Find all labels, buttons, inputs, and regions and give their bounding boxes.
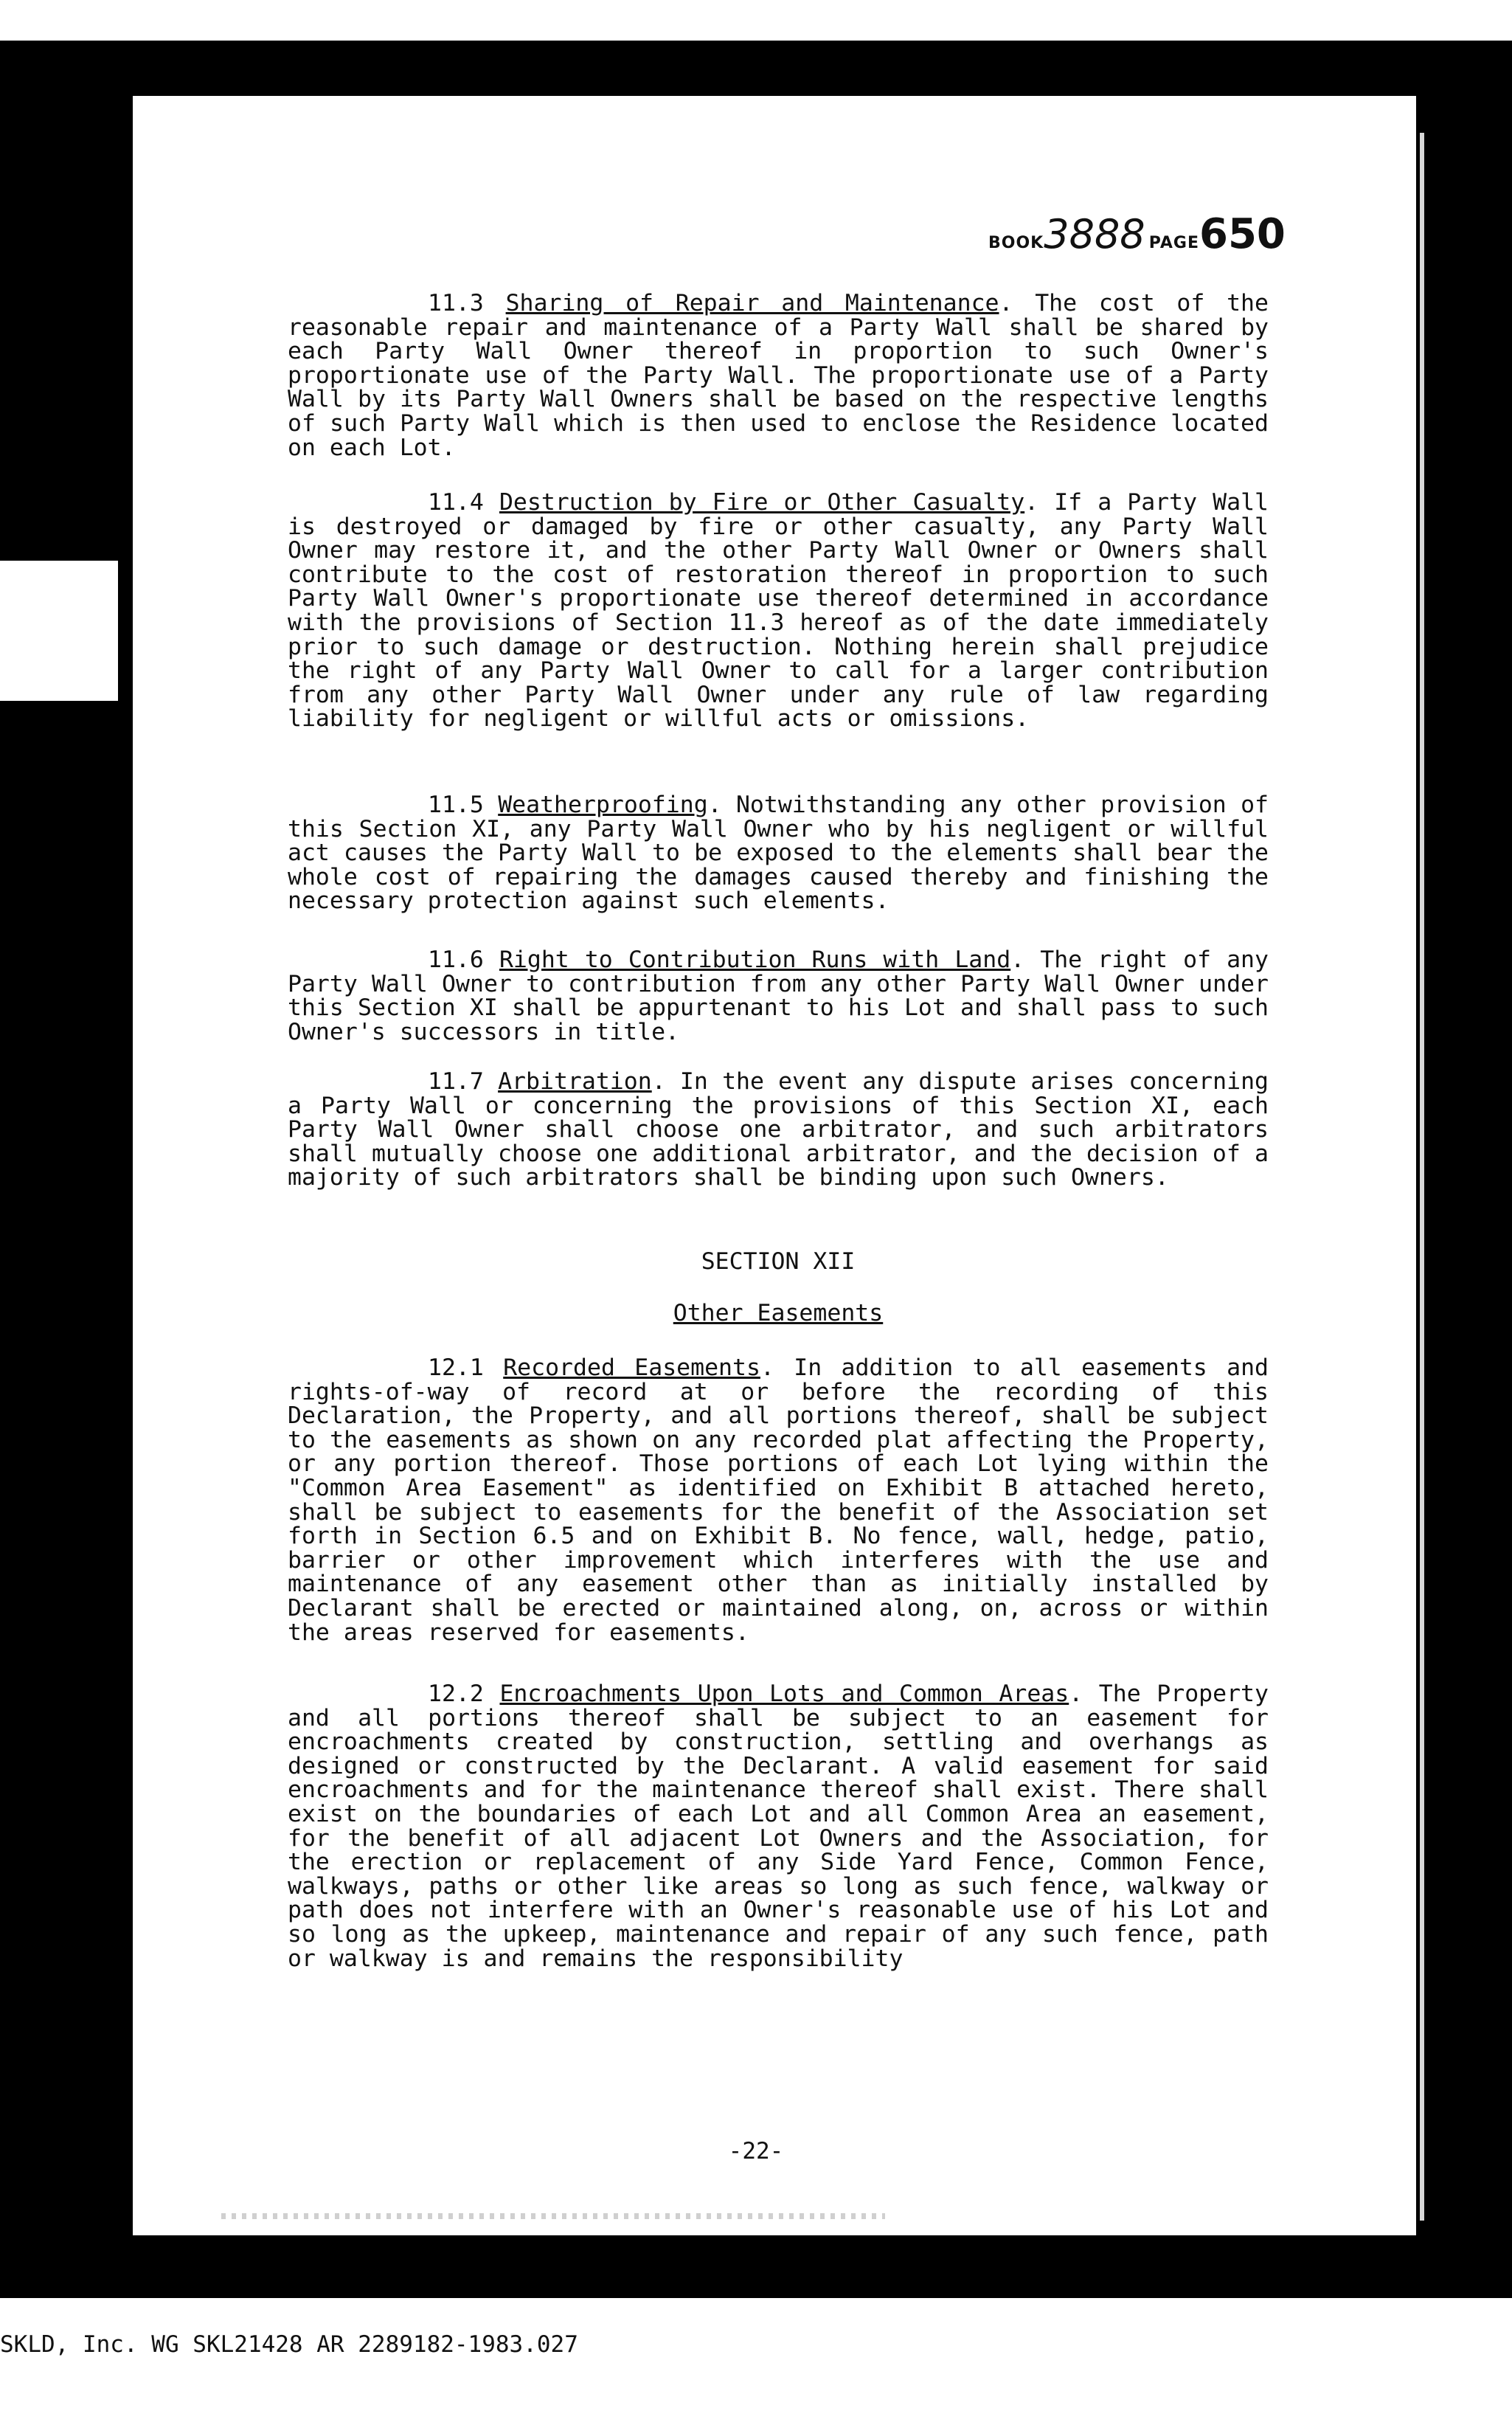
book-page-stamp [988,210,1286,258]
paragraph-number: 12.1 [428,1354,484,1381]
paragraph-title: Right to Contribution Runs with Land [499,947,1011,973]
section-subheading: Other Easements [673,1300,884,1326]
paragraph-11-4 [288,491,1269,731]
page-footer-number: -22- [728,2138,784,2165]
paragraph-number: 11.6 [428,947,484,973]
paragraph-12-1 [288,1356,1269,1644]
scan-margin-notch [0,561,118,701]
page-label: PAGE [1148,234,1199,252]
paragraph-title: Recorded Easements [503,1354,760,1381]
paragraph-body: . In the event any dispute arises concerning a Party Wall or concerning the provisions of this Section XI, each Party Wall Owner shall choose one arbitrator, and such arbitrators shall mutually choose one additional arbitrator, and the decision of a majority of such arbitrators shall be binding upon such Owners. [288,1068,1269,1191]
paragraph-title: Destruction by Fire or Other Casualty [499,489,1025,516]
paragraph-body: . The right of any Party Wall Owner to contribution from any other Party Wall Owner under this Section XI shall be appurtenant to his Lot and shall pass to such Owner's successors in title. [288,947,1269,1045]
paragraph-number: 11.7 [428,1068,484,1095]
paragraph-body: . If a Party Wall is destroyed or damaged by fire or other casualty, any Party Wall Owner may restore it, and the other Party Wall Owner or Owners shall contribute to the cost of restoration thereof in proportion to such Party Wall Owner's proportionate use thereof determined in accordance with the provisions of Section 11.3 hereof as of the date immediately prior to such damage or destruction. Nothing herein shall prejudice the right of any Party Wall Owner to call for a larger contribution from any other Party Wall Owner under any rule of law regarding liability for negligent or willful acts or omissions. [288,489,1269,733]
paragraph-number: 11.5 [428,792,484,818]
section-heading: SECTION XII [701,1248,856,1275]
paragraph-number: 12.2 [428,1681,484,1707]
paragraph-title: Arbitration [498,1068,652,1095]
scan-noise [221,2213,885,2219]
section-subheading-wrap [288,1300,1269,1326]
paragraph-title: Weatherproofing [498,792,708,818]
paragraph-title: Sharing of Repair and Maintenance [505,290,999,316]
paragraph-number: 11.3 [428,290,484,316]
paragraph-body: . In addition to all easements and rights-of-way of record at or before the recording of this Declaration, the Property, and all portions thereof, shall be subject to the easements as shown on any recorded plat affecting the Property, or any portion thereof. Those portions of each Lot lying within the "Common Area Easement" as identified on Exhibit B attached hereto, shall be subject to easements for the benefit of the Association set forth in Section 6.5 and on Exhibit B. No fence, wall, hedge, patio, barrier or other improvement which interferes with the use and maintenance of any easement other than as initially installed by Declarant shall be erected or maintained along, on, across or within the areas reserved for easements. [288,1354,1269,1646]
paragraph-12-2 [288,1682,1269,1970]
paragraph-11-3 [288,291,1269,460]
paragraph-number: 11.4 [428,489,484,516]
document-id-footer: SKLD, Inc. WG SKL21428 AR 2289182-1983.027 [0,2331,578,2358]
paragraph-body: . The cost of the reasonable repair and maintenance of a Party Wall shall be shared by each Party Wall Owner thereof in proportion to such Owner's proportionate use of the Party Wall. The proportionate use of a Party Wall by its Party Wall Owners shall be based on the respective lengths of such Party Wall which is then used to enclose the Residence located on each Lot. [288,290,1269,461]
paragraph-title: Encroachments Upon Lots and Common Areas [499,1681,1069,1707]
footer-strip [0,2298,1512,2436]
book-number: 3888 [1044,211,1145,257]
paragraph-body: . The Property and all portions thereof shall be subject to an easement for encroachments created by construction, settling and overhangs as designed or constructed by the Declarant. A valid easement for said encroachments and for the maintenance thereof shall exist. There shall exist on the boundaries of each Lot and all Common Area an easement, for the benefit of all adjacent Lot Owners and the Association, for the erection or replacement of any Side Yard Fence, Common Fence, walkways, paths or other like areas so long as such fence, walkway or path does not interfere with an Owner's reasonable use of his Lot and so long as the upkeep, maintenance and repair of any such fence, path or walkway is and remains the responsibility [288,1681,1269,1972]
book-label: BOOK [988,234,1044,252]
paragraph-body: . Notwithstanding any other provision of this Section XI, any Party Wall Owner who by his negligent or willful act causes the Party Wall to be exposed to the elements shall bear the whole cost of repairing the damages caused thereby and finishing the necessary protection against such elements. [288,792,1269,915]
page-number-stamp: 650 [1199,210,1286,258]
paragraph-11-6 [288,948,1269,1044]
page-edge-shadow [1420,133,1424,2221]
paragraph-11-7 [288,1070,1269,1190]
paragraph-11-5 [288,793,1269,913]
